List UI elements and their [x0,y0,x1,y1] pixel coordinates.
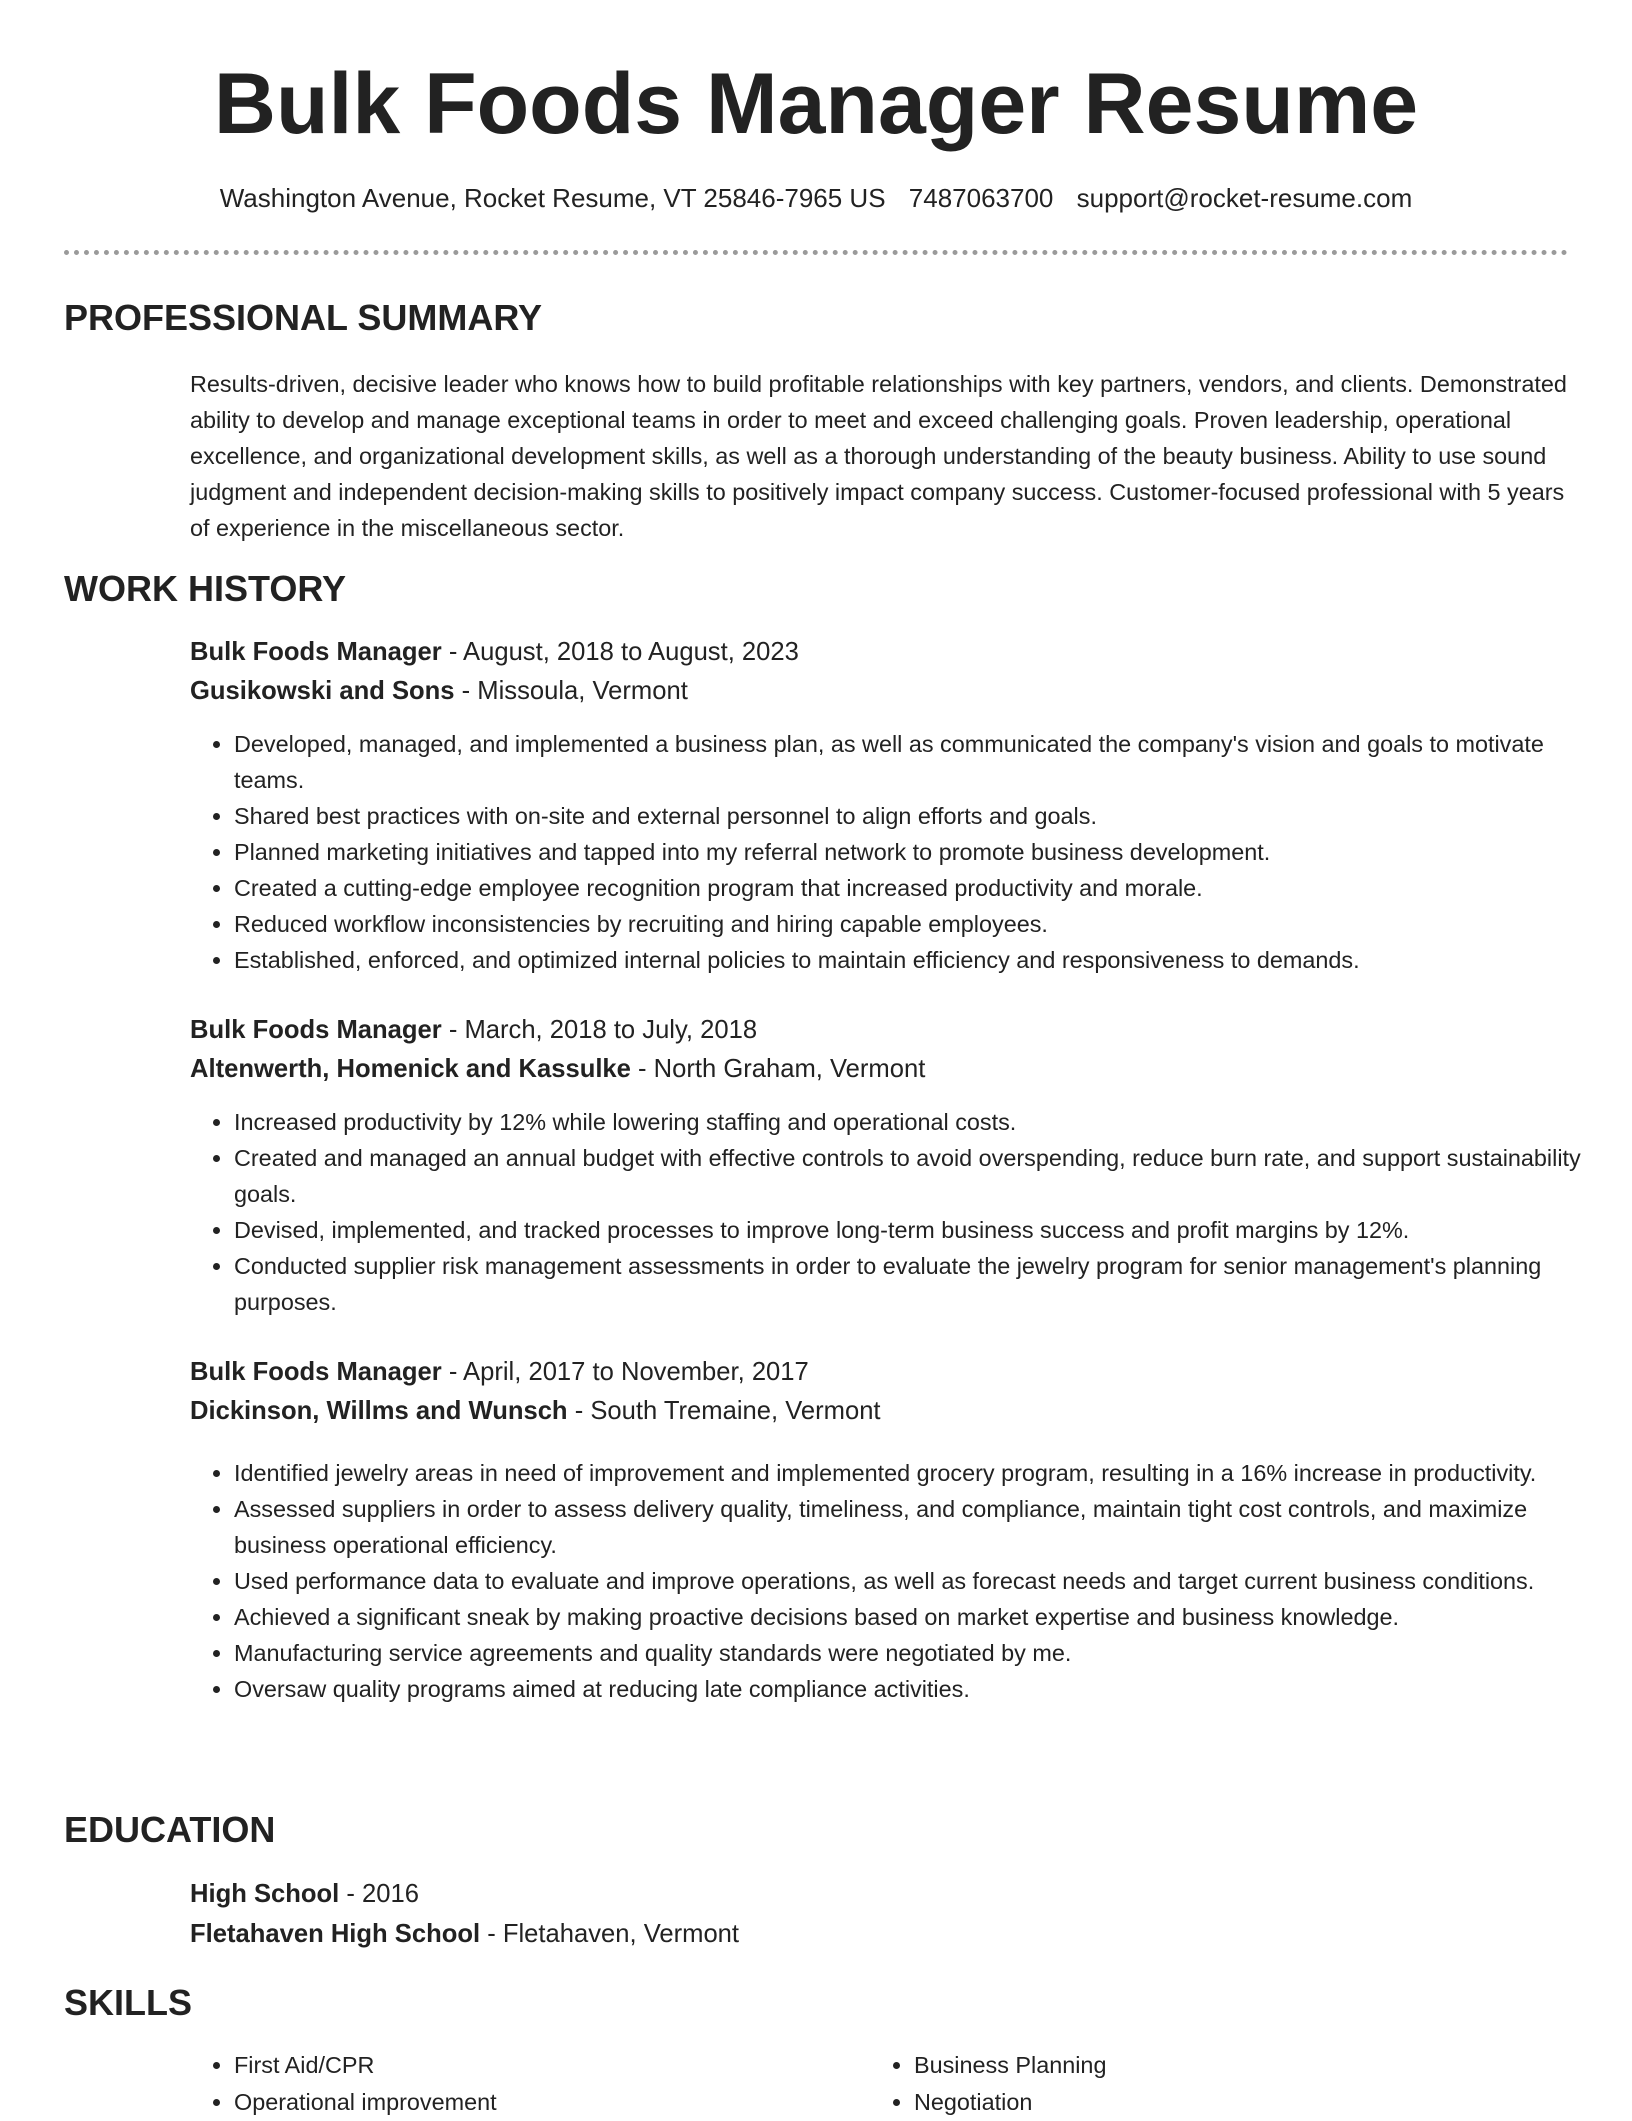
list-item: • Increased productivity by 12% while lowering staffing and operational costs. [234,1104,1614,1140]
work-history-heading: WORK HISTORY [64,568,347,609]
job-3-dates: - April, 2017 to November, 2017 [441,1358,809,1386]
resume-title: Bulk Foods Manager Resume [213,56,1419,152]
job-3-title-line [190,1353,809,1391]
job-1-dates: - August, 2018 to August, 2023 [441,638,799,666]
education-school-line [190,1915,739,1953]
job-3-company: Dickinson, Willms and Wunsch [190,1397,568,1425]
job-2-dates: - March, 2018 to July, 2018 [441,1016,758,1044]
job-2-company-line [190,1050,925,1088]
list-item: • Created and managed an annual budget with effective controls to avoid overspending, reduce burn rate, and support sustainability goals. [234,1140,1614,1212]
job-1-company: Gusikowski and Sons [190,677,455,705]
job-1-bullets [190,726,1614,978]
job-1-title-line [190,633,799,671]
contact-email: support@rocket-resume.com [1076,183,1413,213]
list-item: • Reduced workflow inconsistencies by recruiting and hiring capable employees. [234,906,1614,942]
skills-left-column [190,2047,497,2121]
header-divider [64,250,1568,255]
job-2-company: Altenwerth, Homenick and Kassulke [190,1055,631,1083]
job-2-location: - North Graham, Vermont [630,1055,926,1083]
skills-heading: SKILLS [64,1982,193,2023]
job-3-bullets [190,1455,1614,1707]
list-item: • Planned marketing initiatives and tapped into my referral network to promote business development. [234,834,1614,870]
list-item: • Assessed suppliers in order to assess delivery quality, timeliness, and compliance, maintain tight cost controls, and maximize business operational efficiency. [234,1491,1614,1563]
list-item: • Created a cutting-edge employee recognition program that increased productivity and morale. [234,870,1614,906]
job-3-company-line [190,1392,881,1430]
education-heading: EDUCATION [64,1809,276,1850]
education-degree: High School [190,1880,340,1908]
list-item: • Identified jewelry areas in need of improvement and implemented grocery program, resulting in a 16% increase in productivity. [234,1455,1614,1491]
list-item: • Operational improvement [234,2084,497,2121]
list-item: • Developed, managed, and implemented a business plan, as well as communicated the company's vision and goals to motivate teams. [234,726,1614,798]
job-1-title: Bulk Foods Manager [190,638,442,666]
contact-address: Washington Avenue, Rocket Resume, VT 25846-7965 US [219,183,886,213]
job-2-title-line [190,1011,757,1049]
education-year: - 2016 [339,1880,419,1908]
education-location: - Fletahaven, Vermont [480,1920,740,1948]
list-item: • Manufacturing service agreements and quality standards were negotiated by me. [234,1635,1614,1671]
contact-line [0,181,1632,215]
list-item: • Conducted supplier risk management assessments in order to evaluate the jewelry program for senior management's planning purposes. [234,1248,1614,1320]
skills-right-column [870,2047,1106,2121]
job-3-title: Bulk Foods Manager [190,1358,442,1386]
list-item: • Established, enforced, and optimized internal policies to maintain efficiency and responsiveness to demands. [234,942,1614,978]
job-2-bullets [190,1104,1614,1320]
education-school: Fletahaven High School [190,1920,481,1948]
list-item: • First Aid/CPR [234,2047,497,2084]
summary-heading: PROFESSIONAL SUMMARY [64,297,543,338]
contact-phone: 7487063700 [908,183,1054,213]
list-item: • Used performance data to evaluate and improve operations, as well as forecast needs and target current business conditions. [234,1563,1614,1599]
list-item: • Achieved a significant sneak by making proactive decisions based on market expertise and business knowledge. [234,1599,1614,1635]
list-item: • Business Planning [914,2047,1106,2084]
job-2-title: Bulk Foods Manager [190,1016,442,1044]
job-1-location: - Missoula, Vermont [454,677,688,705]
list-item: • Shared best practices with on-site and external personnel to align efforts and goals. [234,798,1614,834]
summary-text: Results-driven, decisive leader who knows how to build profitable relationships with key partners, vendors, and clients. Demonstrated ability to develop and manage exceptional teams in order to meet and exceed challenging goals. Proven leadership, operational excellence, and organizational development skills, as well as a thorough understanding of the beauty business. Ability to use sound judgment and independent decision-making skills to positively impact company success. Customer-focused professional with 5 years of experience in the miscellaneous sector. [190,371,1567,541]
list-item: • Negotiation [914,2084,1106,2121]
education-degree-line [190,1875,419,1913]
list-item: • Oversaw quality programs aimed at reducing late compliance activities. [234,1671,1614,1707]
job-1-company-line [190,672,688,710]
list-item: • Devised, implemented, and tracked processes to improve long-term business success and profit margins by 12%. [234,1212,1614,1248]
job-3-location: - South Tremaine, Vermont [567,1397,881,1425]
